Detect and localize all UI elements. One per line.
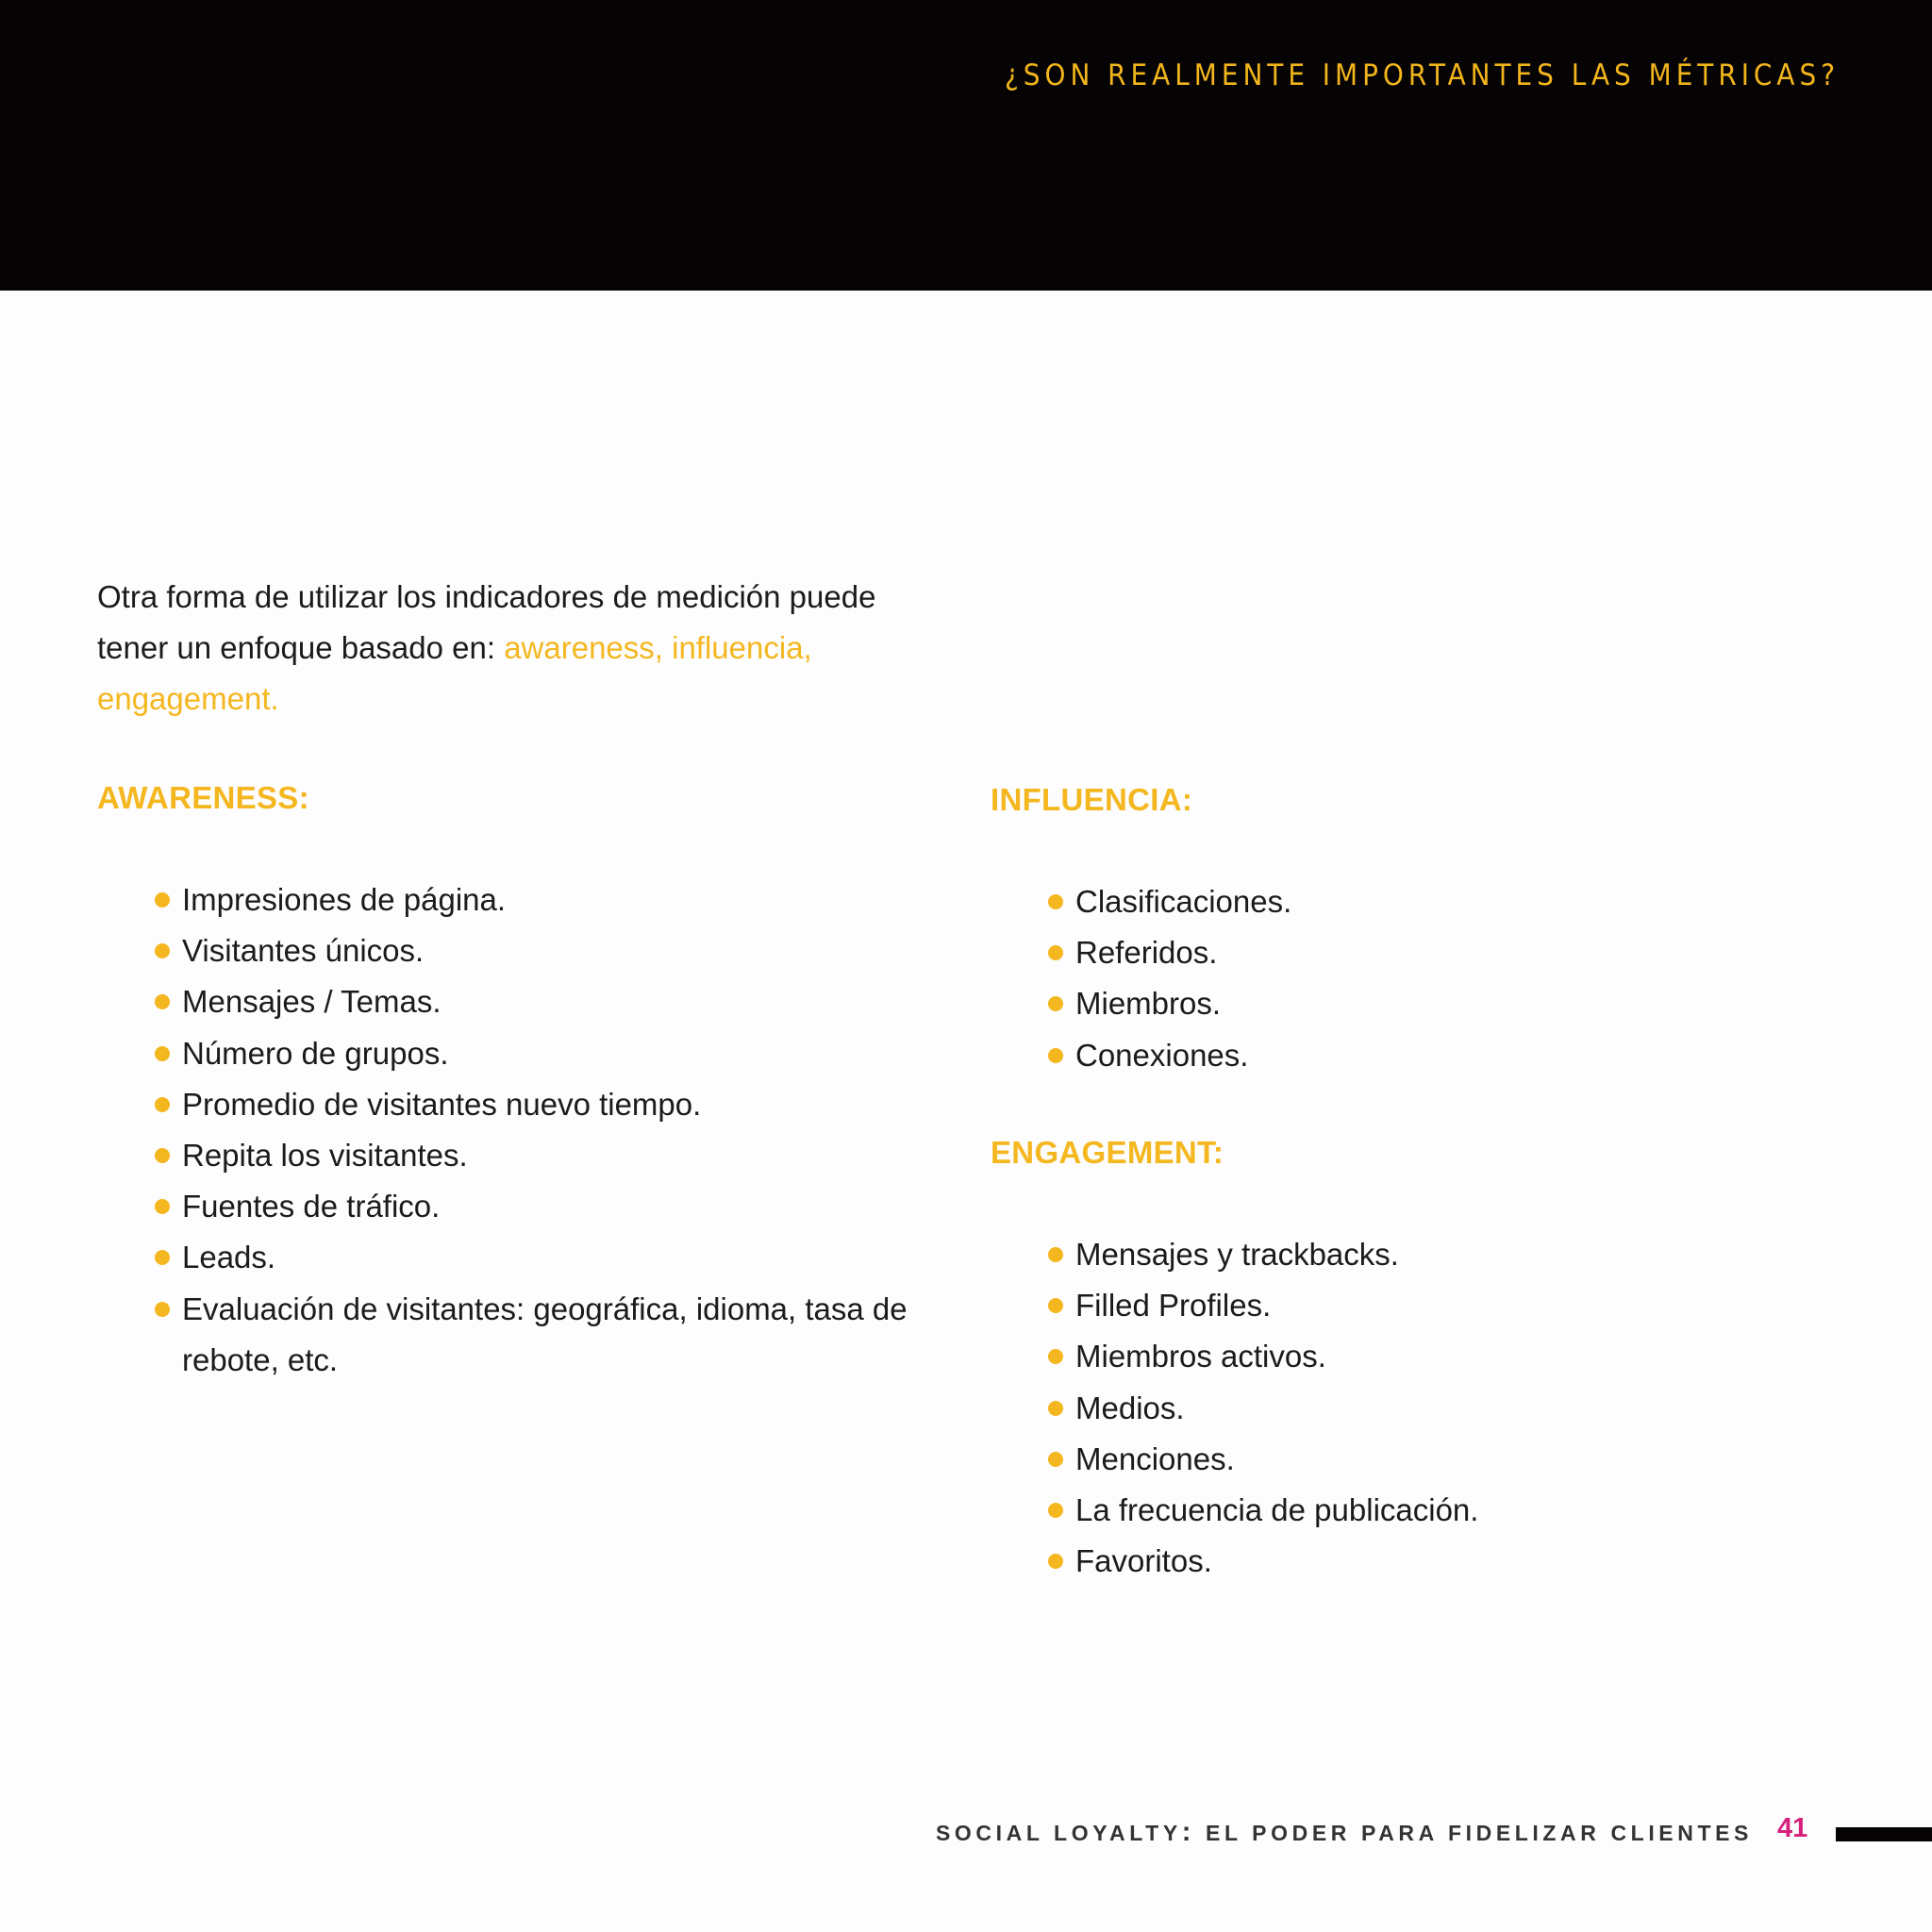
bullet-icon — [1048, 996, 1063, 1011]
bullet-icon — [155, 1199, 170, 1214]
list-item — [1075, 978, 1736, 1029]
list-item — [182, 1284, 937, 1386]
bullet-icon — [1048, 1349, 1063, 1364]
list-item — [1075, 927, 1736, 978]
bullet-icon — [1048, 1554, 1063, 1569]
bullet-icon — [1048, 1452, 1063, 1467]
page-marker-bar — [1836, 1827, 1932, 1841]
bullet-icon — [155, 1148, 170, 1163]
list-item — [182, 925, 937, 976]
bullet-icon — [155, 1046, 170, 1061]
list-item-label: Promedio de visitantes nuevo tiempo. — [182, 1086, 702, 1122]
list-item — [182, 1028, 937, 1079]
list-item — [182, 976, 937, 1027]
list-item-label: Favoritos. — [1075, 1543, 1212, 1579]
list-item-label: Miembros. — [1075, 986, 1222, 1022]
bullet-icon — [1048, 1048, 1063, 1063]
footer-title-part1: SOCIAL LOYALTY — [935, 1821, 1182, 1845]
list-item-label: Mensajes y trackbacks. — [1075, 1237, 1399, 1272]
list-item — [1075, 1280, 1736, 1331]
bullet-icon — [1048, 945, 1063, 960]
bullet-icon — [155, 994, 170, 1009]
list-item — [1075, 1485, 1736, 1536]
influencia-heading: INFLUENCIA: — [991, 782, 1193, 817]
engagement-heading: ENGAGEMENT: — [991, 1135, 1224, 1170]
header-band — [0, 0, 1932, 291]
awareness-list — [182, 874, 937, 1386]
engagement-list — [1075, 1229, 1736, 1587]
bullet-icon — [155, 892, 170, 908]
list-item-label: Miembros activos. — [1075, 1339, 1326, 1374]
list-item-label: Leads. — [182, 1240, 276, 1275]
bullet-icon — [1048, 894, 1063, 909]
awareness-heading: AWARENESS: — [97, 780, 309, 815]
intro-paragraph — [97, 572, 946, 724]
list-item — [182, 874, 937, 925]
bullet-icon — [1048, 1298, 1063, 1313]
list-item-label: Menciones. — [1075, 1441, 1235, 1476]
list-item — [1075, 1331, 1736, 1382]
bullet-icon — [155, 1097, 170, 1112]
list-item-label: Filled Profiles. — [1075, 1288, 1272, 1324]
list-item-label: Repita los visitantes. — [182, 1138, 468, 1174]
list-item-label: Mensajes / Temas. — [182, 984, 441, 1020]
list-item — [1075, 1434, 1736, 1485]
page-number: 41 — [1777, 1813, 1808, 1843]
bullet-icon — [155, 1302, 170, 1317]
list-item-label: Conexiones. — [1075, 1037, 1249, 1073]
footer-separator: : — [1181, 1817, 1196, 1847]
bullet-icon — [1048, 1401, 1063, 1416]
bullet-icon — [1048, 1503, 1063, 1518]
list-item-label: Evaluación de visitantes: geográfica, idioma, tasa de rebote, etc. — [182, 1291, 908, 1377]
list-item — [1075, 1229, 1736, 1280]
intro-highlight: awareness, influencia, engagement. — [97, 630, 812, 716]
list-item — [182, 1181, 937, 1232]
footer-title — [936, 1817, 1753, 1848]
footer-title-part2: EL PODER PARA FIDELIZAR CLIENTES — [1195, 1821, 1753, 1845]
list-item-label: Clasificaciones. — [1075, 884, 1292, 919]
list-item-label: La frecuencia de publicación. — [1075, 1492, 1479, 1528]
list-item — [1075, 1030, 1736, 1081]
list-item-label: Medios. — [1075, 1390, 1185, 1425]
list-item-label: Referidos. — [1075, 935, 1218, 971]
list-item-label: Fuentes de tráfico. — [182, 1189, 441, 1224]
running-title: ¿SON REALMENTE IMPORTANTES LAS MÉTRICAS? — [1004, 58, 1840, 92]
list-item — [182, 1232, 937, 1283]
influencia-list — [1075, 876, 1736, 1081]
list-item-label: Impresiones de página. — [182, 882, 507, 917]
bullet-icon — [1048, 1247, 1063, 1262]
bullet-icon — [155, 1250, 170, 1265]
list-item — [1075, 1383, 1736, 1434]
list-item-label: Visitantes únicos. — [182, 933, 425, 969]
bullet-icon — [155, 943, 170, 958]
list-item — [1075, 1536, 1736, 1587]
list-item — [182, 1130, 937, 1181]
intro-text: Otra forma de utilizar los indicadores de medición puede tener un enfoque basado en: — [97, 579, 876, 665]
list-item — [182, 1079, 937, 1130]
list-item-label: Número de grupos. — [182, 1035, 449, 1071]
list-item — [1075, 876, 1736, 927]
